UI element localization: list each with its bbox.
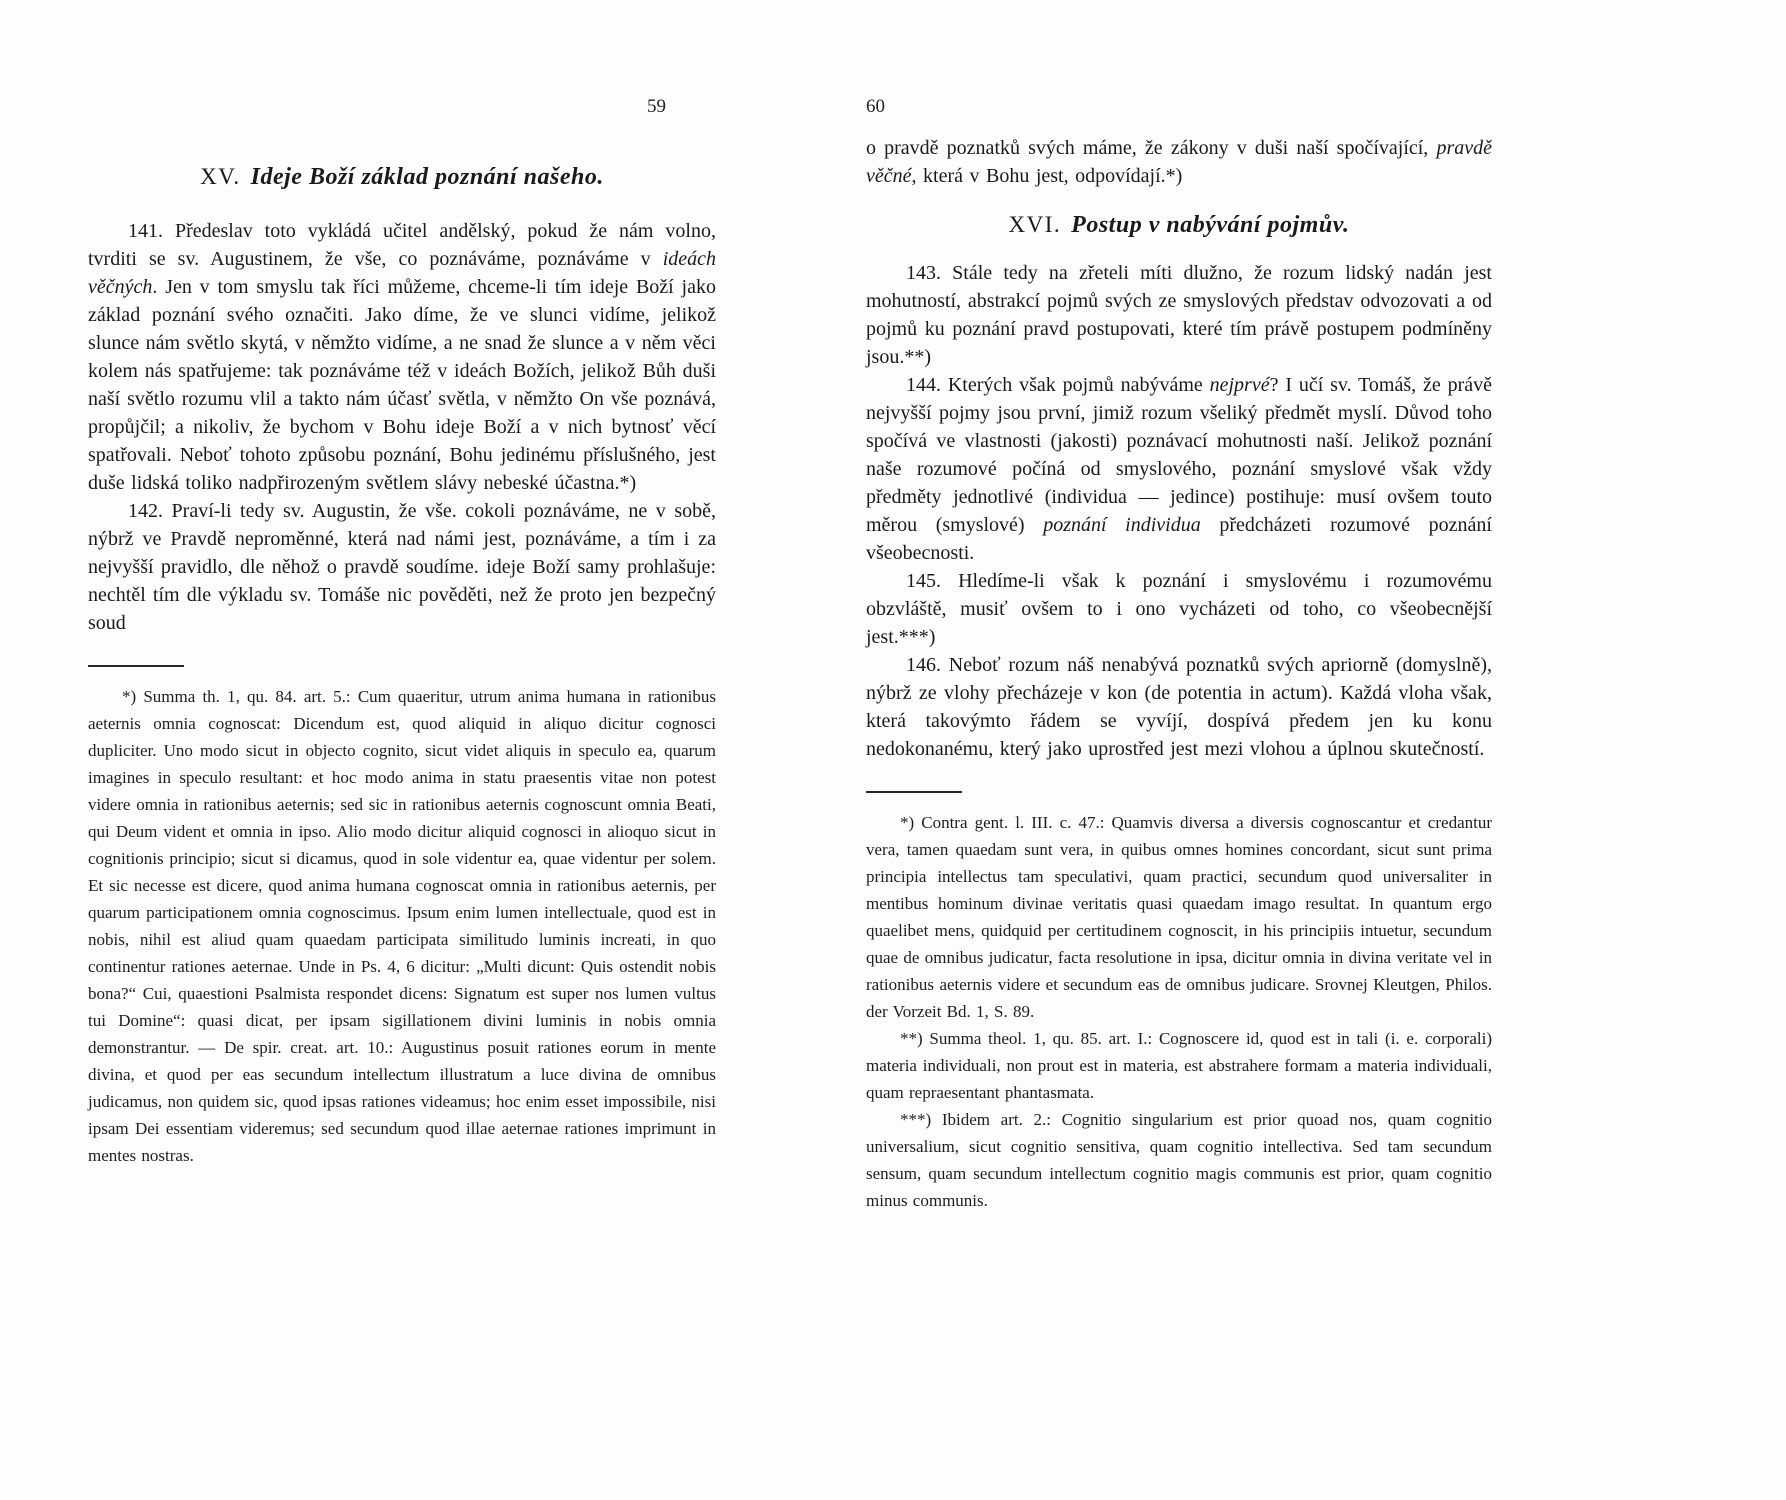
paragraph: 146. Neboť rozum náš nenabývá poznatků svých apriorně (domyslně), nýbrž ze vlohy přecházeje v kon (de potentia in actum). Každá vloha však, která takovýmto řádem se vyvíjí, dospívá předem jen ku konu nedokonanému, který jako uprostřed jest mezi vlohou a úplnou skutečností. (866, 654, 1492, 760)
section-numeral: XV. (200, 164, 241, 189)
body-text-right (866, 259, 1492, 763)
paragraph: 145. Hledíme-li však k poznání i smyslovému i rozumovému obzvláště, musiť ovšem to i ono vycházeti od toho, co všeobecnější jest.***) (866, 570, 1492, 648)
footnotes-left (88, 683, 716, 1169)
section-numeral: XVI. (1008, 212, 1062, 237)
footnote: *) Contra gent. l. III. c. 47.: Quamvis diversa a diversis cognoscantur et credantur vera, tamen quaedam sunt vera, in quibus omnes homines concordant, sicut sunt prima principia intellectus tam speculativi, quam practici, secundum quod universaliter in mentibus hominum divinae veritatis quasi quaedam imago resultat. In quantum ergo quaelibet mens, quidquid per certitudinem cognoscit, in his principiis intuetur, secundum quae de omnibus judicatur, facta resolutione in ipsa, dicitur omnia in divina veritate vel in rationibus aeternis videre et secundum eas de omnibus judicare. Srovnej Kleutgen, Philos. der Vorzeit Bd. 1, S. 89. (866, 813, 1492, 1021)
page-60 (866, 96, 1492, 1214)
page-number-right: 60 (866, 96, 885, 117)
page-number-left: 59 (647, 96, 666, 117)
paragraph: 141. Předeslav toto vykládá učitel andělský, pokud že nám volno, tvrditi se sv. Augustinem, že vše, co poznáváme, poznáváme v ideách věčných. Jen v tom smyslu tak říci můžeme, chceme-li tím ideje Boží jako základ poznání svého označiti. Jako díme, že ve slunci vidíme, jelikož slunce nám světlo skytá, v němžto vidíme, a ne snad že slunce a v něm věci kolem nás spatřujeme: tak poznáváme též v ideách Božích, jelikož Bůh duši naší světlo rozumu vlil a takto nám účasť světla, v němžto On vše poznává, propůjčil; a nikoliv, že bychom v Bohu ideje Boží a v nich bytnosť věcí spatřovali. Neboť tohoto způsobu poznání, Bohu jedinému příslušného, jest duše lidská toliko nadpřirozeným světlem slávy nebeské účastna.*) (88, 220, 716, 494)
body-text-left (88, 217, 716, 637)
section-title: Ideje Boží základ poznání našeho. (250, 164, 604, 190)
lead-text-right (866, 134, 1492, 190)
page-59 (88, 96, 716, 1169)
footnotes-right (866, 809, 1492, 1214)
paragraph: 142. Praví-li tedy sv. Augustin, že vše. cokoli poznáváme, ne v sobě, nýbrž ve Pravdě neproměnné, která nad námi jest, poznáváme, a tím i za nejvyšší pravidlo, dle něhož o pravdě soudíme. ideje Boží samy prohlašuje: nechtěl tím dle výkladu sv. Tomáše nic pověděti, než že proto jen bezpečný soud (88, 500, 716, 634)
footnote-divider-left (88, 665, 184, 667)
continuation-paragraph: o pravdě poznatků svých máme, že zákony v duši naší spočívající, pravdě věčné, která v Bohu jest, odpovídají.*) (866, 137, 1492, 187)
paragraph: 143. Stále tedy na zřeteli míti dlužno, že rozum lidský nadán jest mohutností, abstrakcí pojmů svých ze smyslových představ odvozovati a od pojmů ku poznání pravd postupovati, které tím právě postupem podmíněny jsou.**) (866, 262, 1492, 368)
footnote: *) Summa th. 1, qu. 84. art. 5.: Cum quaeritur, utrum anima humana in rationibus aeternis omnia cognoscat: Dicendum est, quod aliquid in aliquo dicitur cognosci dupliciter. Uno modo sicut in objecto cognito, sicut videt aliquis in speculo ea, quarum imagines in speculo resultant: et hoc modo anima in statu praesentis vitae non potest videre omnia in rationibus aeternis; sed sic in rationibus aeternis cognoscunt omnia Beati, qui Deum vident et omnia in ipso. Alio modo dicitur aliquid cognosci in alioquo sicut in cognitionis principio; sicut si dicamus, quod in sole videntur ea, quae videntur per solem. Et sic necesse est dicere, quod anima humana cognoscat omnia in rationibus aeternis, per quarum participationem omnia cognoscimus. Ipsum enim lumen intellectuale, quod est in nobis, nihil est aliud quam quaedam participata similitudo luminis increati, in quo continentur rationes aeternae. Unde in Ps. 4, 6 dicitur: „Multi dicunt: Quis ostendit nobis bona?“ Cui, quaestioni Psalmista respondet dicens: Signatum est super nos lumen vultus tui Domine“: quasi dicat, per ipsam sigillationem divini luminis in nobis omnia demonstrantur. — De spir. creat. art. 10.: Augustinus posuit rationes eorum in mente divina, et quod per eas secundum intellectum illustratum a luce divina de omnibus judicamus, non quidem sic, quod ipsas rationes videamus; hoc enim esset impossibile, nisi ipsam Dei essentiam videremus; sed secundum quod illae aeternae rationes imprimunt in mentes nostras. (88, 687, 716, 1165)
paragraph: 144. Kterých však pojmů nabýváme nejprvé? I učí sv. Tomáš, že právě nejvyšší pojmy jsou první, jimiž rozum všeliký předmět myslí. Důvod toho spočívá ve vlastnosti (jakosti) poznávací mohutnosti naší. Jelikož poznání naše rozumové počíná od smyslového, poznání smyslové však vždy předměty jednotlivé (individua — jedince) postihuje: musí ovšem touto měrou (smyslové) poznání individua předcházeti rozumové poznání všeobecnosti. (866, 374, 1492, 564)
footnote: ***) Ibidem art. 2.: Cognitio singularium est prior quoad nos, quam cognitio universalium, sicut cognitio sensitiva, quam cognitio intellectiva. Sed tam secundum sensum, quam secundum intellectum cognitio magis communis est prior, quam cognitio minus communis. (866, 1110, 1492, 1210)
section-heading-xv (88, 164, 716, 191)
footnote-divider-right (866, 791, 962, 793)
section-heading-xvi (866, 212, 1492, 239)
footnote: **) Summa theol. 1, qu. 85. art. I.: Cognoscere id, quod est in tali (i. e. corporali) materia individuali, non prout est in materia, est abstrahere formam a materia individuali, quam repraesentant phantasmata. (866, 1029, 1492, 1102)
section-title: Postup v nabývání pojmův. (1071, 212, 1350, 238)
